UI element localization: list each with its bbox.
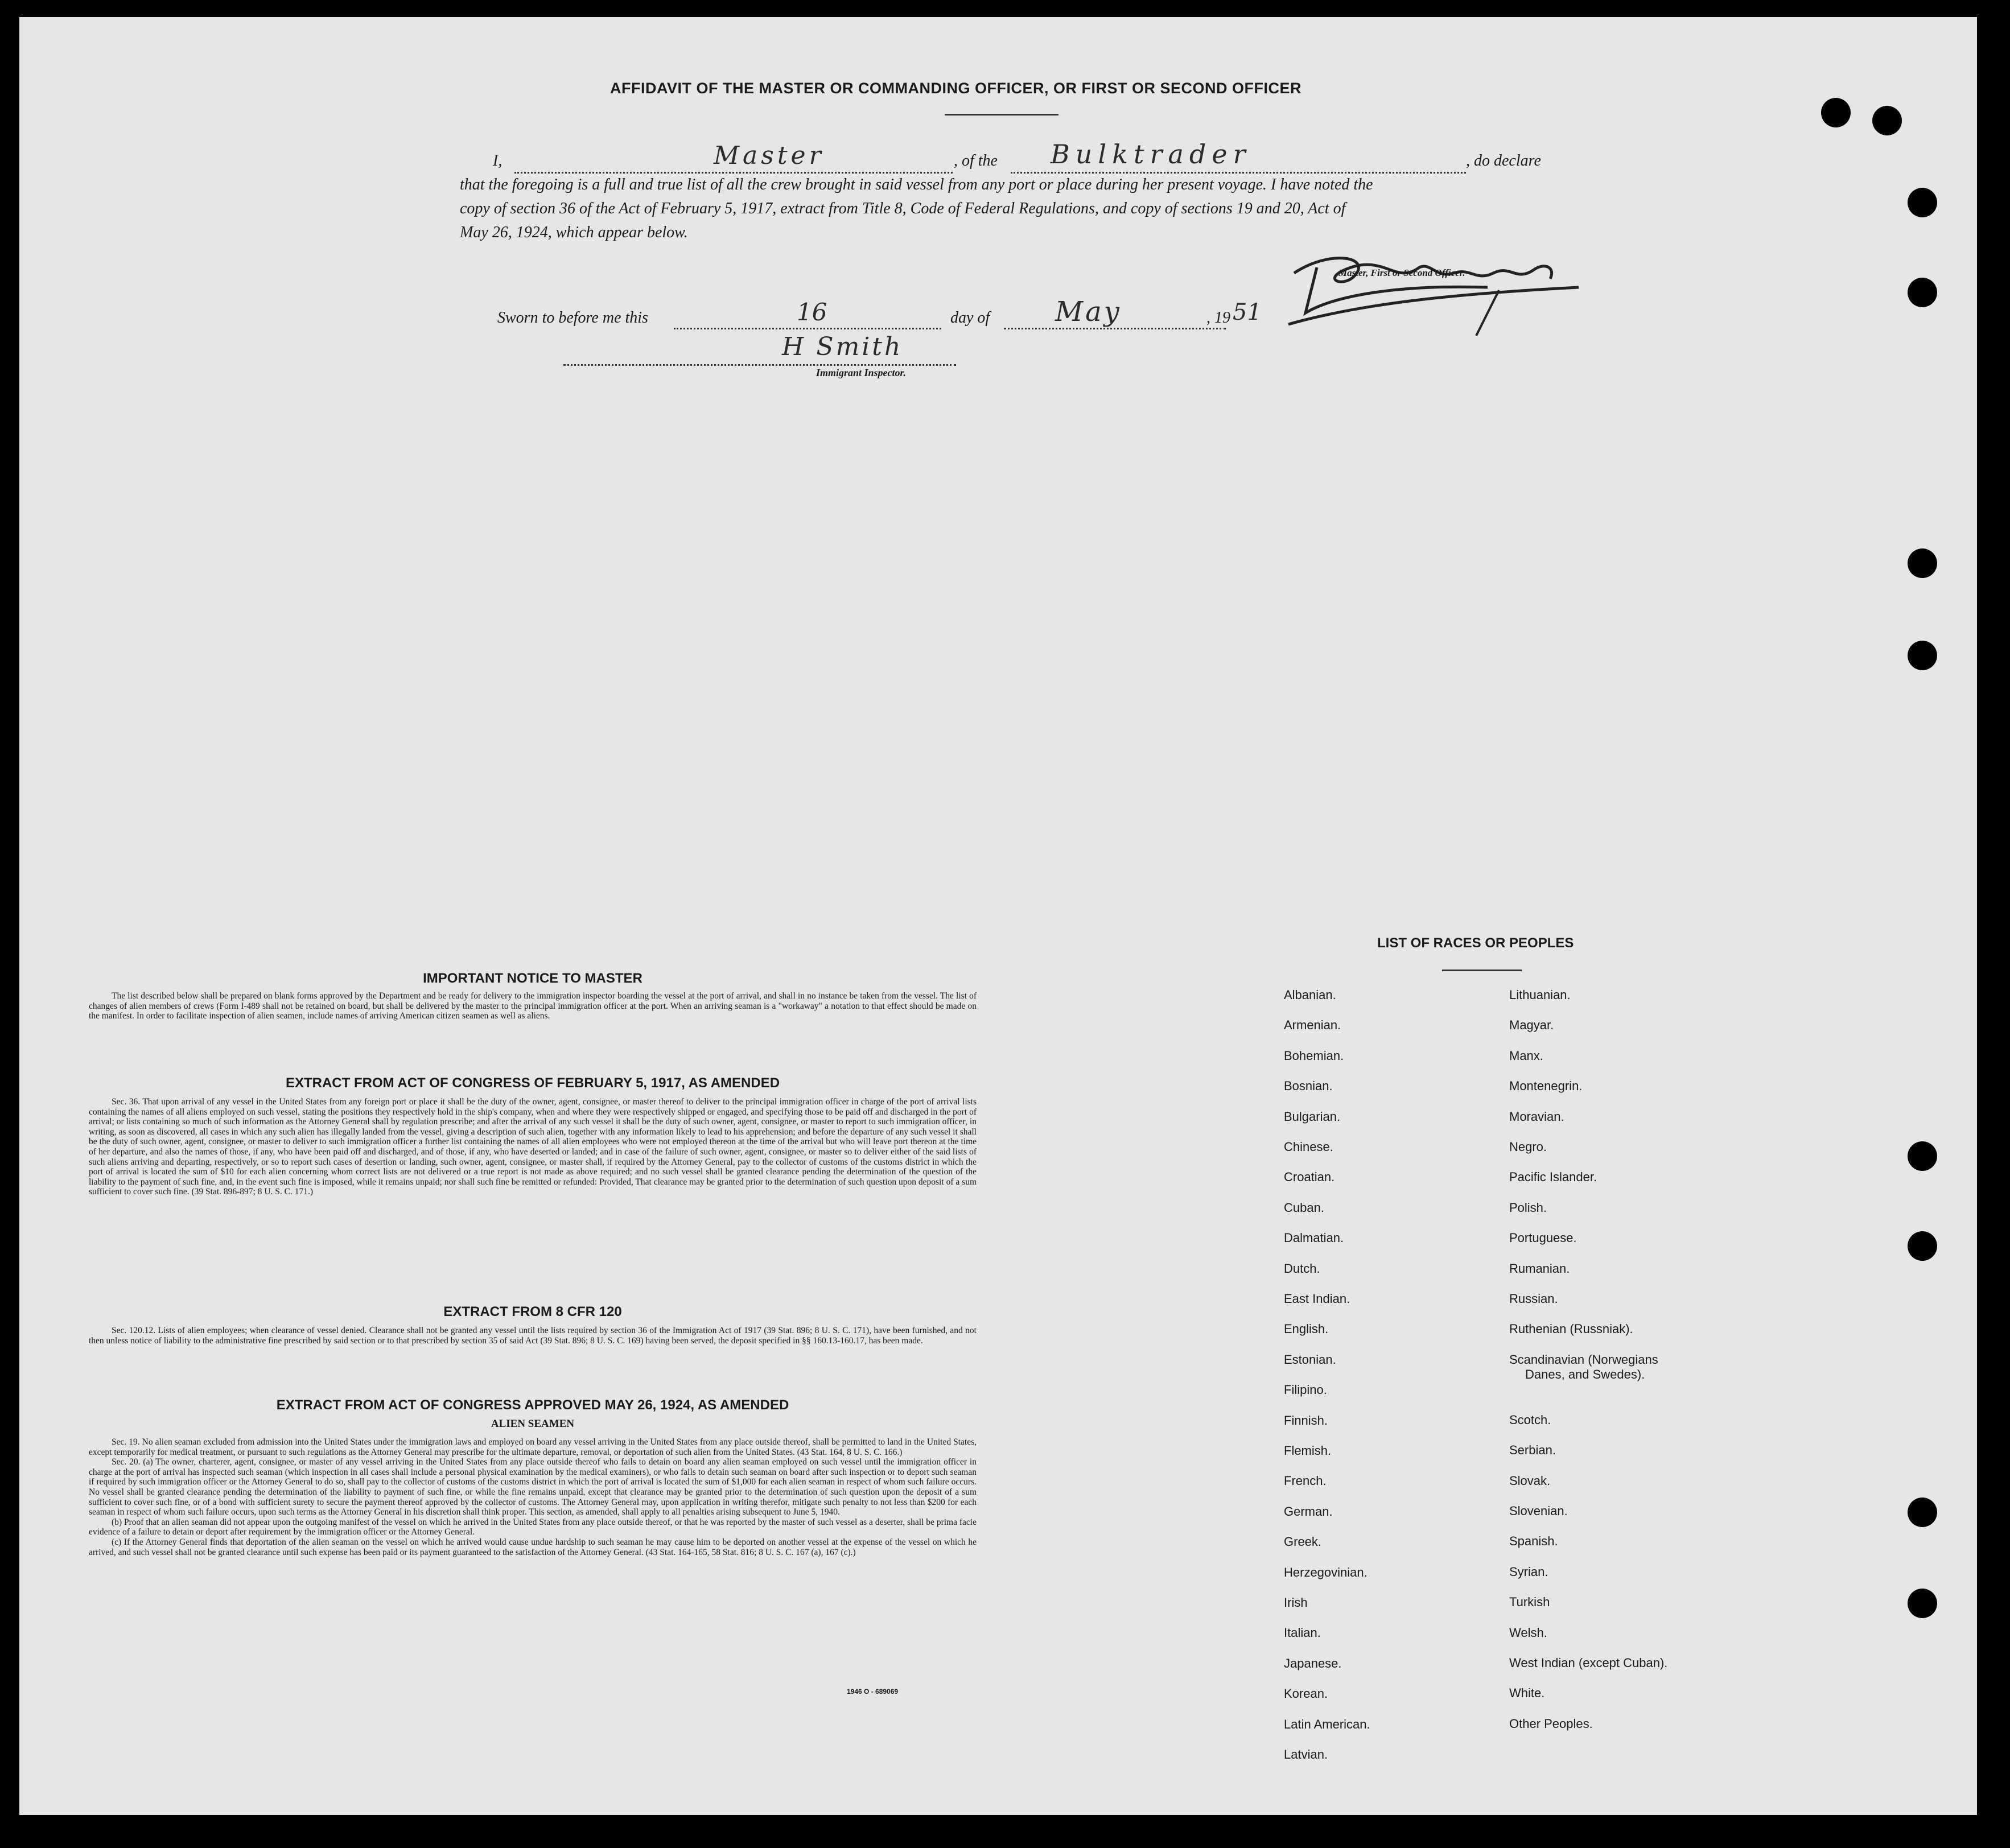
race-item: Bohemian. bbox=[1284, 1048, 1344, 1063]
inspector-line bbox=[563, 364, 956, 366]
inspector-caption: Immigrant Inspector. bbox=[816, 367, 907, 378]
of-the-label: , of the bbox=[954, 152, 998, 170]
race-item: Flemish. bbox=[1284, 1443, 1332, 1458]
race-item: Negro. bbox=[1509, 1140, 1547, 1154]
race-item: Estonian. bbox=[1284, 1352, 1336, 1367]
race-item: Croatian. bbox=[1284, 1170, 1335, 1185]
race-item: Lithuanian. bbox=[1509, 988, 1571, 1002]
year-prefix: , 19 bbox=[1206, 309, 1230, 327]
race-item: Cuban. bbox=[1284, 1200, 1324, 1215]
extract-1924-section bbox=[89, 1397, 977, 1557]
race-item: Montenegrin. bbox=[1509, 1079, 1583, 1094]
master-signature-icon bbox=[1283, 228, 1601, 341]
race-item: Syrian. bbox=[1509, 1564, 1548, 1579]
race-item: West Indian (except Cuban). bbox=[1509, 1656, 1668, 1670]
race-item: Pacific Islander. bbox=[1509, 1170, 1597, 1185]
notice-section bbox=[89, 971, 977, 1021]
race-item: Serbian. bbox=[1509, 1443, 1556, 1458]
extract-1917-title: EXTRACT FROM ACT OF CONGRESS OF FEBRUARY 5, 1917, AS AMENDED bbox=[285, 1075, 780, 1091]
inspector-signature: H Smith bbox=[782, 332, 903, 361]
race-item: Portuguese. bbox=[1509, 1231, 1577, 1245]
extract-cfr-title: EXTRACT FROM 8 CFR 120 bbox=[443, 1304, 622, 1319]
extract-1917-section bbox=[89, 1075, 977, 1197]
race-item: Herzegovinian. bbox=[1284, 1565, 1368, 1579]
print-code: 1946 O - 689069 bbox=[847, 1688, 899, 1696]
race-item: Magyar. bbox=[1509, 1018, 1554, 1033]
race-item: Greek. bbox=[1284, 1534, 1322, 1549]
affidavit-i: I, bbox=[493, 152, 502, 170]
extract-cfr-body: Sec. 120.12. Lists of alien employees; when clearance of vessel denied. Clearance shall not be granted any vessel until the lists required by section 36 of the Immigration Act of 1917 (39 Stat. 896; 8 U. S. C. 171), have been furnished, and not then unless notice of liability to the administrative fine prescribed by said section or to that prescribed by section 35 of said Act (39 Stat. 896; 8 U. S. C. 169) having been served, the deposit specified in §§ 160.13-160.17, has been made. bbox=[89, 1326, 977, 1346]
sworn-label: Sworn to before me this bbox=[497, 309, 648, 327]
do-declare-label: , do declare bbox=[1466, 152, 1541, 170]
race-item: Turkish bbox=[1509, 1595, 1550, 1610]
title-rule bbox=[945, 114, 1058, 116]
race-item: Manx. bbox=[1509, 1048, 1543, 1063]
alien-seamen-subtitle: ALIEN SEAMEN bbox=[491, 1418, 575, 1430]
binder-hole bbox=[1908, 548, 1937, 578]
notice-body: The list described below shall be prepared on blank forms approved by the Department and be ready for delivery to the immigration inspector boarding the vessel at the port of arrival, and shall in no instance be taken from the vessel. The list of changes of alien members of crews (Form I-489 shall not be retained on board, but shall be delivered by the master to the principal immigration officer at the port. When an arriving seaman is a "workaway" a notation to that effect should be made on the manifest. In order to facilitate inspection of alien seamen, include names of arriving American citizen seamen as well as aliens. bbox=[89, 991, 977, 1021]
race-item: Latvian. bbox=[1284, 1747, 1328, 1762]
binder-hole bbox=[1908, 1141, 1937, 1171]
race-item: Irish bbox=[1284, 1595, 1308, 1610]
race-item: Polish. bbox=[1509, 1200, 1547, 1215]
binder-hole bbox=[1908, 641, 1937, 670]
year-value: 51 bbox=[1233, 299, 1262, 325]
race-item: Bosnian. bbox=[1284, 1079, 1333, 1094]
race-item: Filipino. bbox=[1284, 1383, 1327, 1397]
race-item: Japanese. bbox=[1284, 1656, 1342, 1670]
race-item: Chinese. bbox=[1284, 1140, 1333, 1154]
race-item: Moravian. bbox=[1509, 1109, 1564, 1124]
month-value: May bbox=[1055, 296, 1122, 328]
race-item: Latin American. bbox=[1284, 1717, 1370, 1731]
race-item: English. bbox=[1284, 1322, 1329, 1336]
race-item: German. bbox=[1284, 1504, 1333, 1519]
race-item: Bulgarian. bbox=[1284, 1109, 1341, 1124]
race-item: Spanish. bbox=[1509, 1534, 1558, 1549]
race-item: East Indian. bbox=[1284, 1292, 1350, 1306]
binder-hole bbox=[1908, 1589, 1937, 1618]
notice-title: IMPORTANT NOTICE TO MASTER bbox=[423, 971, 642, 986]
affidavit-line-3: copy of section 36 of the Act of February 5, 1917, extract from Title 8, Code of Federal Regulations, and copy of sections 19 and 20, Act of bbox=[460, 200, 1346, 217]
signature-caption: Master, First or Second Officer. bbox=[1338, 267, 1465, 278]
race-item: Slovenian. bbox=[1509, 1504, 1568, 1518]
day-value: 16 bbox=[797, 298, 827, 326]
race-item: Albanian. bbox=[1284, 988, 1336, 1002]
race-item: Italian. bbox=[1284, 1626, 1321, 1640]
race-item: Dalmatian. bbox=[1284, 1231, 1344, 1245]
race-item: Russian. bbox=[1509, 1292, 1558, 1306]
affidavit-title: AFFIDAVIT OF THE MASTER OR COMMANDING OFFICER, OR FIRST OR SECOND OFFICER bbox=[610, 80, 1301, 97]
race-item: Other Peoples. bbox=[1509, 1716, 1593, 1731]
binder-hole bbox=[1908, 188, 1937, 217]
race-item: Dutch. bbox=[1284, 1261, 1320, 1276]
race-item: Danes, and Swedes). bbox=[1525, 1367, 1645, 1381]
binder-hole bbox=[1908, 278, 1937, 307]
affidavit-line-2: that the foregoing is a full and true list of all the crew brought in said vessel from any port or place during her present voyage. I have noted the bbox=[460, 176, 1373, 193]
race-item: White. bbox=[1509, 1686, 1545, 1701]
affidavit-line-4: May 26, 1924, which appear below. bbox=[460, 224, 688, 241]
race-item: Slovak. bbox=[1509, 1473, 1551, 1488]
month-line bbox=[1004, 328, 1226, 329]
extract-1924-body: Sec. 19. No alien seaman excluded from admission into the United States under the immigration laws and employed on board any vessel arriving in the United States from any place outside thereof, shall be permitted to land in the United States, except temporarily for medical treatment, or pursuant to such regulations as the Attorney General may prescribe for the ultimate departure, removal, or deportation of such alien from the United States. (43 Stat. 164, 8 U. S. C. 166.) Sec. 20. (a) The owner, charterer, agent, consignee, or master of any vessel arriving in the United States from any place outside thereof who fails to detain on board any alien seaman employed on such vessel until the immigration officer in charge at the port of arrival has inspected such seaman (which inspection in all cases shall include a personal physical examination by the medical examiners), or who fails to detain such seaman on board after such inspection or to deport such seaman if required by such immigration officer or the Attorney General to do so, shall pay to the collector of customs of the customs district in which the port of arrival is located the sum of $1,000 for each alien seaman in respect of whom such failure occurs. No vessel shall be granted clearance pending the determination of the liability to payment of such fine, or while the fine remains unpaid, except that clearance may be granted prior to the determination of such question upon the deposit of a sum sufficient to cover such fine, or of a bond with sufficient surety to secure the payment thereof approved by the collector of customs. The Attorney General may, upon application in writing therefor, mitigate such penalty to not less than $200 for each seaman in respect of whom such failure occurs, upon such terms as the Attorney General in his discretion shall think proper. This section, as amended, shall apply to all penalties arising subsequent to June 5, 1940. (b) Proof that an alien seaman did not appear upon the outgoing manifest of the vessel on which he arrived in the United States from any place outside thereof, or that he was reported by the master of such vessel as a deserter, shall be prima facie evidence of a failure to detain or deport after requirement by the immigration officer or the Attorney General. (c) If the Attorney General finds that deportation of the alien seaman on the vessel on which he arrived would cause undue hardship to such seaman he may cause him to be deported on another vessel at the expense of the vessel on which he arrived, and such vessel shall not be granted clearance until such expense has been paid or its payment guaranteed to the satisfaction of the Attorney General. (43 Stat. 164-165, 58 Stat. 816; 8 U. S. C. 167 (a), 167 (c).) bbox=[89, 1437, 977, 1557]
binder-hole bbox=[1908, 1498, 1937, 1527]
extract-1924-title: EXTRACT FROM ACT OF CONGRESS APPROVED MAY 26, 1924, AS AMENDED bbox=[276, 1397, 789, 1413]
race-item: Scandinavian (Norwegians bbox=[1509, 1352, 1658, 1367]
race-item: Armenian. bbox=[1284, 1018, 1341, 1033]
document-page bbox=[19, 17, 1977, 1815]
race-item: Scotch. bbox=[1509, 1412, 1551, 1427]
vessel-value: Bulktrader bbox=[1051, 139, 1251, 170]
races-title-rule bbox=[1442, 970, 1522, 971]
day-of-label: day of bbox=[950, 309, 990, 327]
extract-cfr-section bbox=[89, 1304, 977, 1346]
binder-hole bbox=[1872, 106, 1902, 135]
race-item: French. bbox=[1284, 1474, 1327, 1488]
extract-1917-body: Sec. 36. That upon arrival of any vessel in the United States from any foreign port or place it shall be the duty of the owner, agent, consignee, or master thereof to deliver to the principal immigration officer in charge of the port of arrival lists containing the names of all aliens employed on such vessel, stating the positions they respectively hold in the ship's company, when and where they were respectively shipped or engaged, and specifying those to be paid off and discharged in the port of arrival; or lists containing so much of such information as the Attorney General shall by regulation prescribe; and after the arrival of any such vessel it shall be the duty of such owner, agent, consignee, or master to report to such immigration officer, in writing, as soon as discovered, all cases in which any such alien has illegally landed from the vessel, giving a description of such alien, together with any information likely to lead to his apprehension; and before the departure of any such vessel it shall be the duty of such owner, agent, consignee, or master to deliver to such immigration officer a further list containing the names of all alien employees who were not employed thereon at the time of the arrival but who will leave port thereon at the time of her departure, and also the names of those, if any, who have been paid off and discharged, and of those, if any, who have deserted or landed; and in case of the failure of such owner, agent, consignee, or master so to deliver either of the said lists of such aliens arriving and departing, respectively, or so to report such cases of desertion or landing, such owner, agent, consignee, or master shall, if required by the Attorney General, pay to the collector of customs of the customs district in which the port of arrival is located the sum of $10 for each alien concerning whom correct lists are not delivered or a true report is not made as above required; and no such vessel shall be granted clearance pending the determination of the question of the liability to the payment of such fine, and, in the event such fine is imposed, while it remains unpaid; nor shall such fine be remitted or refunded: Provided, That clearance may be granted prior to the determination of such question upon deposit of a sum sufficient to cover such fine. (39 Stat. 896-897; 8 U. S. C. 171.) bbox=[89, 1097, 977, 1197]
master-value: Master bbox=[714, 141, 825, 170]
race-item: Welsh. bbox=[1509, 1625, 1547, 1640]
race-item: Rumanian. bbox=[1509, 1261, 1570, 1276]
races-title: LIST OF RACES OR PEOPLES bbox=[1377, 935, 1574, 951]
day-line bbox=[674, 328, 941, 329]
race-item: Ruthenian (Russniak). bbox=[1509, 1322, 1633, 1336]
race-item: Finnish. bbox=[1284, 1413, 1328, 1428]
binder-hole bbox=[1821, 98, 1851, 127]
race-item: Korean. bbox=[1284, 1686, 1328, 1701]
binder-hole bbox=[1908, 1231, 1937, 1261]
